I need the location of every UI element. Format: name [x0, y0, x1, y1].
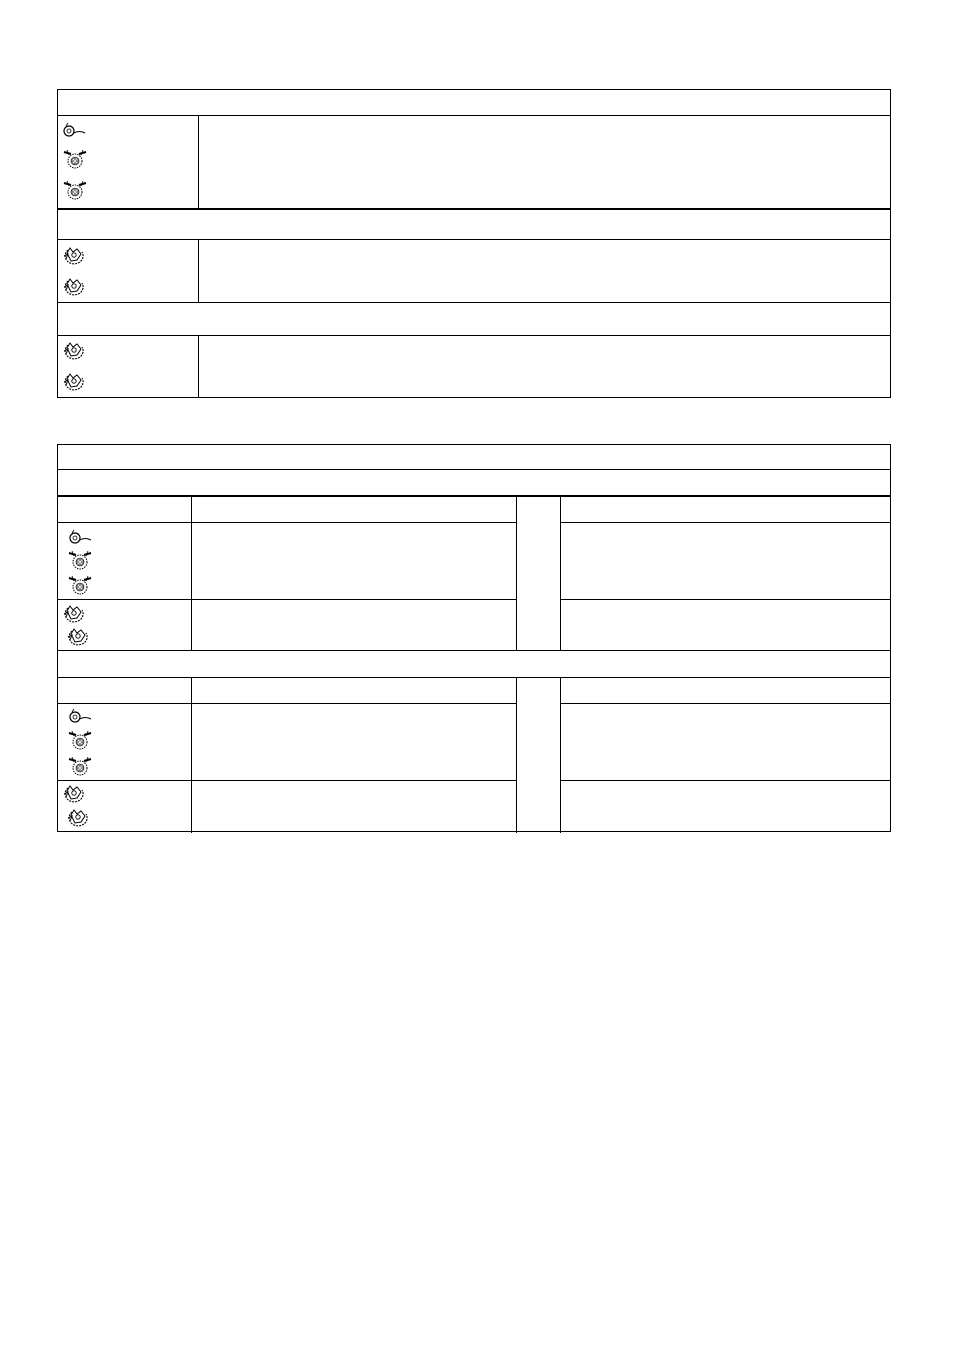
divider [58, 302, 890, 303]
key-turn-icon [62, 121, 86, 143]
dial-rotate-icon [62, 275, 86, 297]
instruction-table-top [57, 89, 891, 398]
divider [58, 703, 516, 704]
knob-press-icon [63, 148, 87, 170]
dial-rotate-icon [62, 370, 86, 392]
knob-press-icon [68, 755, 92, 777]
divider [58, 208, 890, 210]
divider [560, 677, 561, 833]
key-turn-icon [68, 528, 92, 550]
divider [58, 780, 516, 781]
divider [516, 495, 517, 650]
divider [561, 599, 890, 600]
divider [561, 703, 890, 704]
divider [58, 677, 890, 678]
divider [58, 599, 516, 600]
divider [58, 335, 890, 336]
key-turn-icon [68, 707, 92, 729]
divider [198, 239, 199, 302]
knob-press-icon [63, 179, 87, 201]
knob-press-icon [68, 729, 92, 751]
dial-rotate-icon [66, 625, 90, 647]
knob-press-icon [68, 549, 92, 571]
divider [58, 469, 890, 470]
divider [191, 677, 192, 833]
divider [561, 522, 890, 523]
dial-rotate-icon [62, 339, 86, 361]
divider [561, 780, 890, 781]
divider [198, 115, 199, 208]
divider [560, 495, 561, 650]
divider [516, 677, 517, 833]
divider [198, 335, 199, 397]
dial-rotate-icon [62, 602, 86, 624]
divider [191, 495, 192, 650]
divider [58, 239, 890, 240]
divider [58, 115, 890, 116]
divider [58, 495, 890, 497]
divider [58, 650, 890, 651]
dial-rotate-icon [66, 806, 90, 828]
divider [58, 522, 516, 523]
dial-rotate-icon [62, 782, 86, 804]
dial-rotate-icon [62, 244, 86, 266]
instruction-table-bottom [57, 444, 891, 832]
knob-press-icon [68, 574, 92, 596]
